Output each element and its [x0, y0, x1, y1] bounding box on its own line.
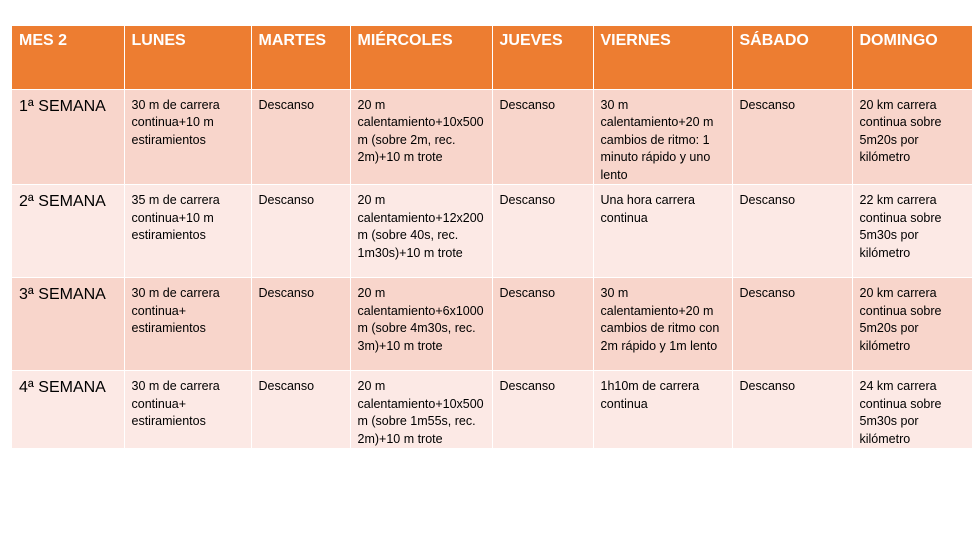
week-label: 2ª SEMANA: [12, 185, 124, 278]
header-sunday: DOMINGO: [852, 26, 972, 89]
cell-tuesday: Descanso: [251, 278, 350, 371]
cell-thursday: Descanso: [492, 371, 593, 449]
week-label: 3ª SEMANA: [12, 278, 124, 371]
header-saturday: SÁBADO: [732, 26, 852, 89]
cell-saturday: Descanso: [732, 278, 852, 371]
cell-monday: 35 m de carrera continua+10 m estiramientos: [124, 185, 251, 278]
header-row: [12, 26, 972, 89]
header-wednesday: MIÉRCOLES: [350, 26, 492, 89]
cell-monday: 30 m de carrera continua+10 m estiramientos: [124, 89, 251, 185]
cell-wednesday: 20 m calentamiento+10x500 m (sobre 2m, rec. 2m)+10 m trote: [350, 89, 492, 185]
table-row: [12, 278, 972, 371]
cell-tuesday: Descanso: [251, 89, 350, 185]
cell-thursday: Descanso: [492, 89, 593, 185]
table-row: [12, 185, 972, 278]
header-monday: LUNES: [124, 26, 251, 89]
cell-friday: 30 m calentamiento+20 m cambios de ritmo con 2m rápido y 1m lento: [593, 278, 732, 371]
cell-tuesday: Descanso: [251, 371, 350, 449]
table-row: [12, 89, 972, 185]
cell-thursday: Descanso: [492, 185, 593, 278]
cell-tuesday: Descanso: [251, 185, 350, 278]
week-label: 1ª SEMANA: [12, 89, 124, 185]
cell-sunday: 22 km carrera continua sobre 5m30s por kilómetro: [852, 185, 972, 278]
table-row: [12, 371, 972, 449]
cell-monday: 30 m de carrera continua+ estiramientos: [124, 371, 251, 449]
cell-friday: Una hora carrera continua: [593, 185, 732, 278]
cell-sunday: 20 km carrera continua sobre 5m20s por kilómetro: [852, 278, 972, 371]
header-friday: VIERNES: [593, 26, 732, 89]
cell-friday: 30 m calentamiento+20 m cambios de ritmo: 1 minuto rápido y uno lento: [593, 89, 732, 185]
header-tuesday: MARTES: [251, 26, 350, 89]
header-month: MES 2: [12, 26, 124, 89]
cell-wednesday: 20 m calentamiento+10x500 m (sobre 1m55s, rec. 2m)+10 m trote: [350, 371, 492, 449]
cell-sunday: 20 km carrera continua sobre 5m20s por kilómetro: [852, 89, 972, 185]
cell-saturday: Descanso: [732, 89, 852, 185]
cell-friday: 1h10m de carrera continua: [593, 371, 732, 449]
cell-saturday: Descanso: [732, 371, 852, 449]
cell-saturday: Descanso: [732, 185, 852, 278]
cell-thursday: Descanso: [492, 278, 593, 371]
cell-monday: 30 m de carrera continua+ estiramientos: [124, 278, 251, 371]
training-plan-table: [12, 26, 973, 449]
cell-wednesday: 20 m calentamiento+12x200 m (sobre 40s, rec. 1m30s)+10 m trote: [350, 185, 492, 278]
week-label: 4ª SEMANA: [12, 371, 124, 449]
cell-sunday: 24 km carrera continua sobre 5m30s por kilómetro: [852, 371, 972, 449]
cell-wednesday: 20 m calentamiento+6x1000 m (sobre 4m30s, rec. 3m)+10 m trote: [350, 278, 492, 371]
header-thursday: JUEVES: [492, 26, 593, 89]
